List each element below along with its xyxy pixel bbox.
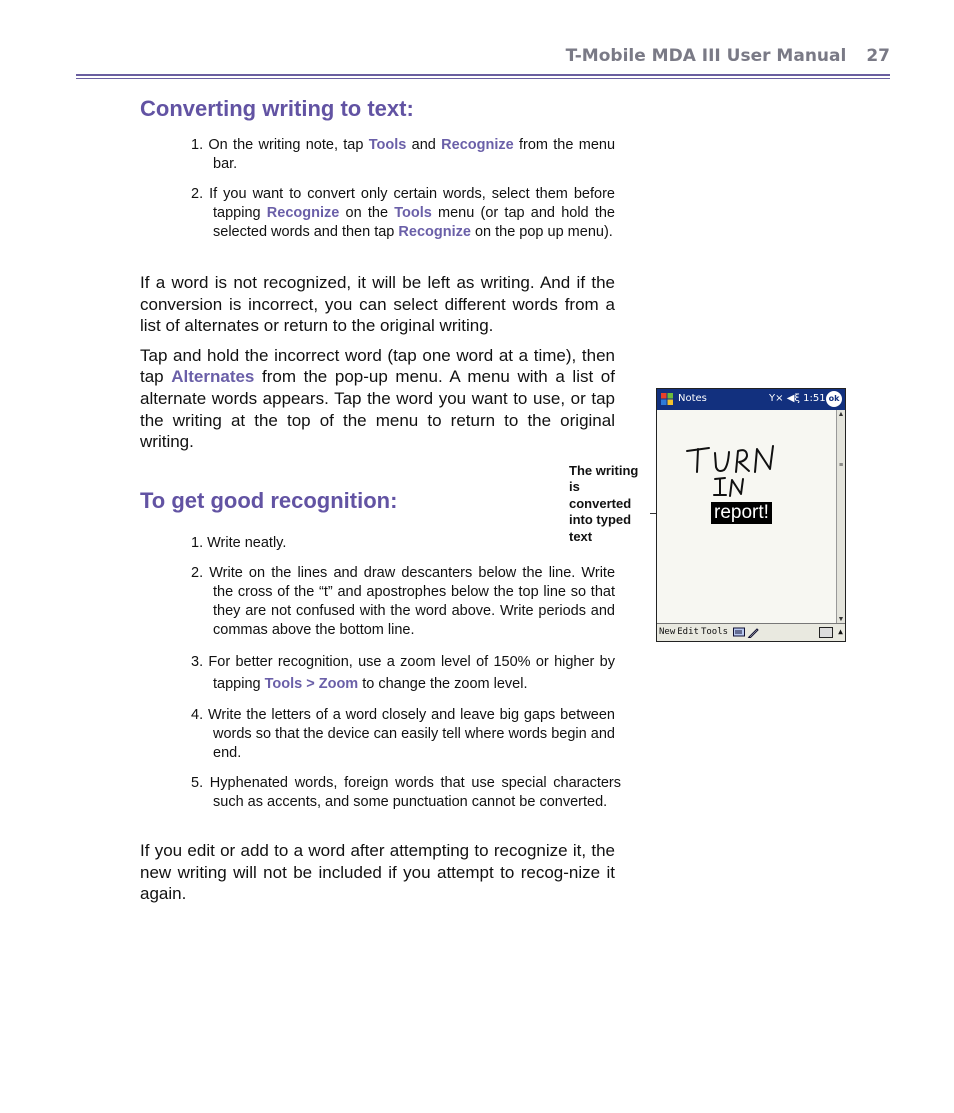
body-paragraph: Tap and hold the incorrect word (tap one word at a time), then tap Alternates from the pop-up menu. A menu with a list of alternate words appears. Tap the word you want to use, or tap the writing at the top of the menu to return to the original writing. bbox=[140, 345, 615, 452]
recognize-term: Recognize bbox=[398, 224, 471, 240]
ok-button[interactable]: ok bbox=[826, 391, 842, 407]
scroll-up-arrow-icon[interactable]: ▲ bbox=[837, 411, 845, 418]
step-item: 2. If you want to convert only certain words, select them before tapping Recognize on the Tools menu (or tap and hold the selected words and then tap Recognize on the pop up menu). bbox=[191, 186, 615, 240]
recognize-term: Recognize bbox=[266, 205, 340, 221]
alternates-term: Alternates bbox=[171, 367, 255, 387]
menu-separator: > bbox=[302, 676, 319, 692]
page-number: 27 bbox=[866, 46, 890, 66]
manual-title: T-Mobile MDA III User Manual bbox=[565, 46, 847, 66]
speaker-icon: ◀ξ bbox=[786, 393, 800, 404]
scroll-down-arrow-icon[interactable]: ▼ bbox=[837, 616, 845, 623]
device-clock: 1:51 bbox=[803, 393, 826, 404]
keyboard-icon[interactable] bbox=[819, 627, 833, 638]
input-selector-arrow-icon[interactable]: ▲ bbox=[838, 627, 843, 636]
section-heading-recognition: To get good recognition: bbox=[140, 488, 398, 513]
menu-new[interactable]: New bbox=[659, 627, 676, 637]
step-item: 5. Hyphenated words, foreign words that use special characters such as accents, and some punctuation cannot be converted. bbox=[191, 775, 621, 810]
header-rule-thin bbox=[76, 78, 890, 79]
device-menu-bar bbox=[657, 623, 845, 641]
tools-term: Tools bbox=[264, 676, 303, 692]
device-app-title: Notes bbox=[678, 393, 707, 404]
device-status bbox=[769, 393, 826, 404]
menu-edit[interactable]: Edit bbox=[677, 627, 699, 637]
converting-steps bbox=[191, 136, 615, 253]
step-item: 3. For better recognition, use a zoom level of 150% or higher by tapping Tools > Zoom to change the zoom level. bbox=[191, 654, 615, 692]
body-paragraph: If a word is not recognized, it will be left as writing. And if the conversion is incorrect, you can select different words from a list of alternates or return to the original writing. bbox=[140, 273, 615, 336]
step-item: 2. Write on the lines and draw descanters below the line. Write the cross of the “t” and apostrophes below the top line so that they are not confused with the word above. Write periods and commas above the bottom line. bbox=[191, 565, 616, 638]
zoom-term: Zoom bbox=[318, 676, 359, 692]
step-item: 4. Write the letters of a word closely and leave big gaps between words so that the device can easily tell where words begin and end. bbox=[191, 707, 615, 761]
tools-term: Tools bbox=[394, 205, 432, 221]
recording-and-pen-icon[interactable] bbox=[733, 627, 759, 638]
recognize-term: Recognize bbox=[441, 137, 514, 153]
tools-term: Tools bbox=[368, 137, 407, 153]
figure-caption: The writing is converted into typed text bbox=[569, 463, 639, 544]
handwriting-ink bbox=[685, 439, 805, 499]
vertical-scrollbar[interactable] bbox=[836, 410, 845, 624]
windows-start-icon bbox=[660, 392, 674, 406]
body-paragraph: If you edit or add to a word after attempting to recognize it, the new writing will not be included if you attempt to recog-nize it again. bbox=[140, 841, 615, 904]
step-item: 1. Write neatly. bbox=[191, 535, 287, 551]
header-rule bbox=[76, 74, 890, 76]
menu-icons bbox=[733, 627, 759, 642]
menu-tools[interactable]: Tools bbox=[700, 627, 729, 637]
running-header bbox=[566, 46, 890, 66]
device-title-bar bbox=[657, 389, 845, 410]
section-heading-converting: Converting writing to text: bbox=[140, 96, 414, 121]
antenna-icon: Y× bbox=[769, 393, 784, 404]
scroll-thumb-grip-icon[interactable]: ≡ bbox=[838, 462, 844, 469]
step-item: 1. On the writing note, tap Tools and Recognize from the menu bar. bbox=[191, 137, 616, 172]
converting-body bbox=[140, 272, 615, 453]
recognition-steps bbox=[191, 534, 621, 823]
device-screenshot bbox=[656, 388, 846, 642]
converted-typed-text[interactable]: report! bbox=[711, 502, 772, 524]
